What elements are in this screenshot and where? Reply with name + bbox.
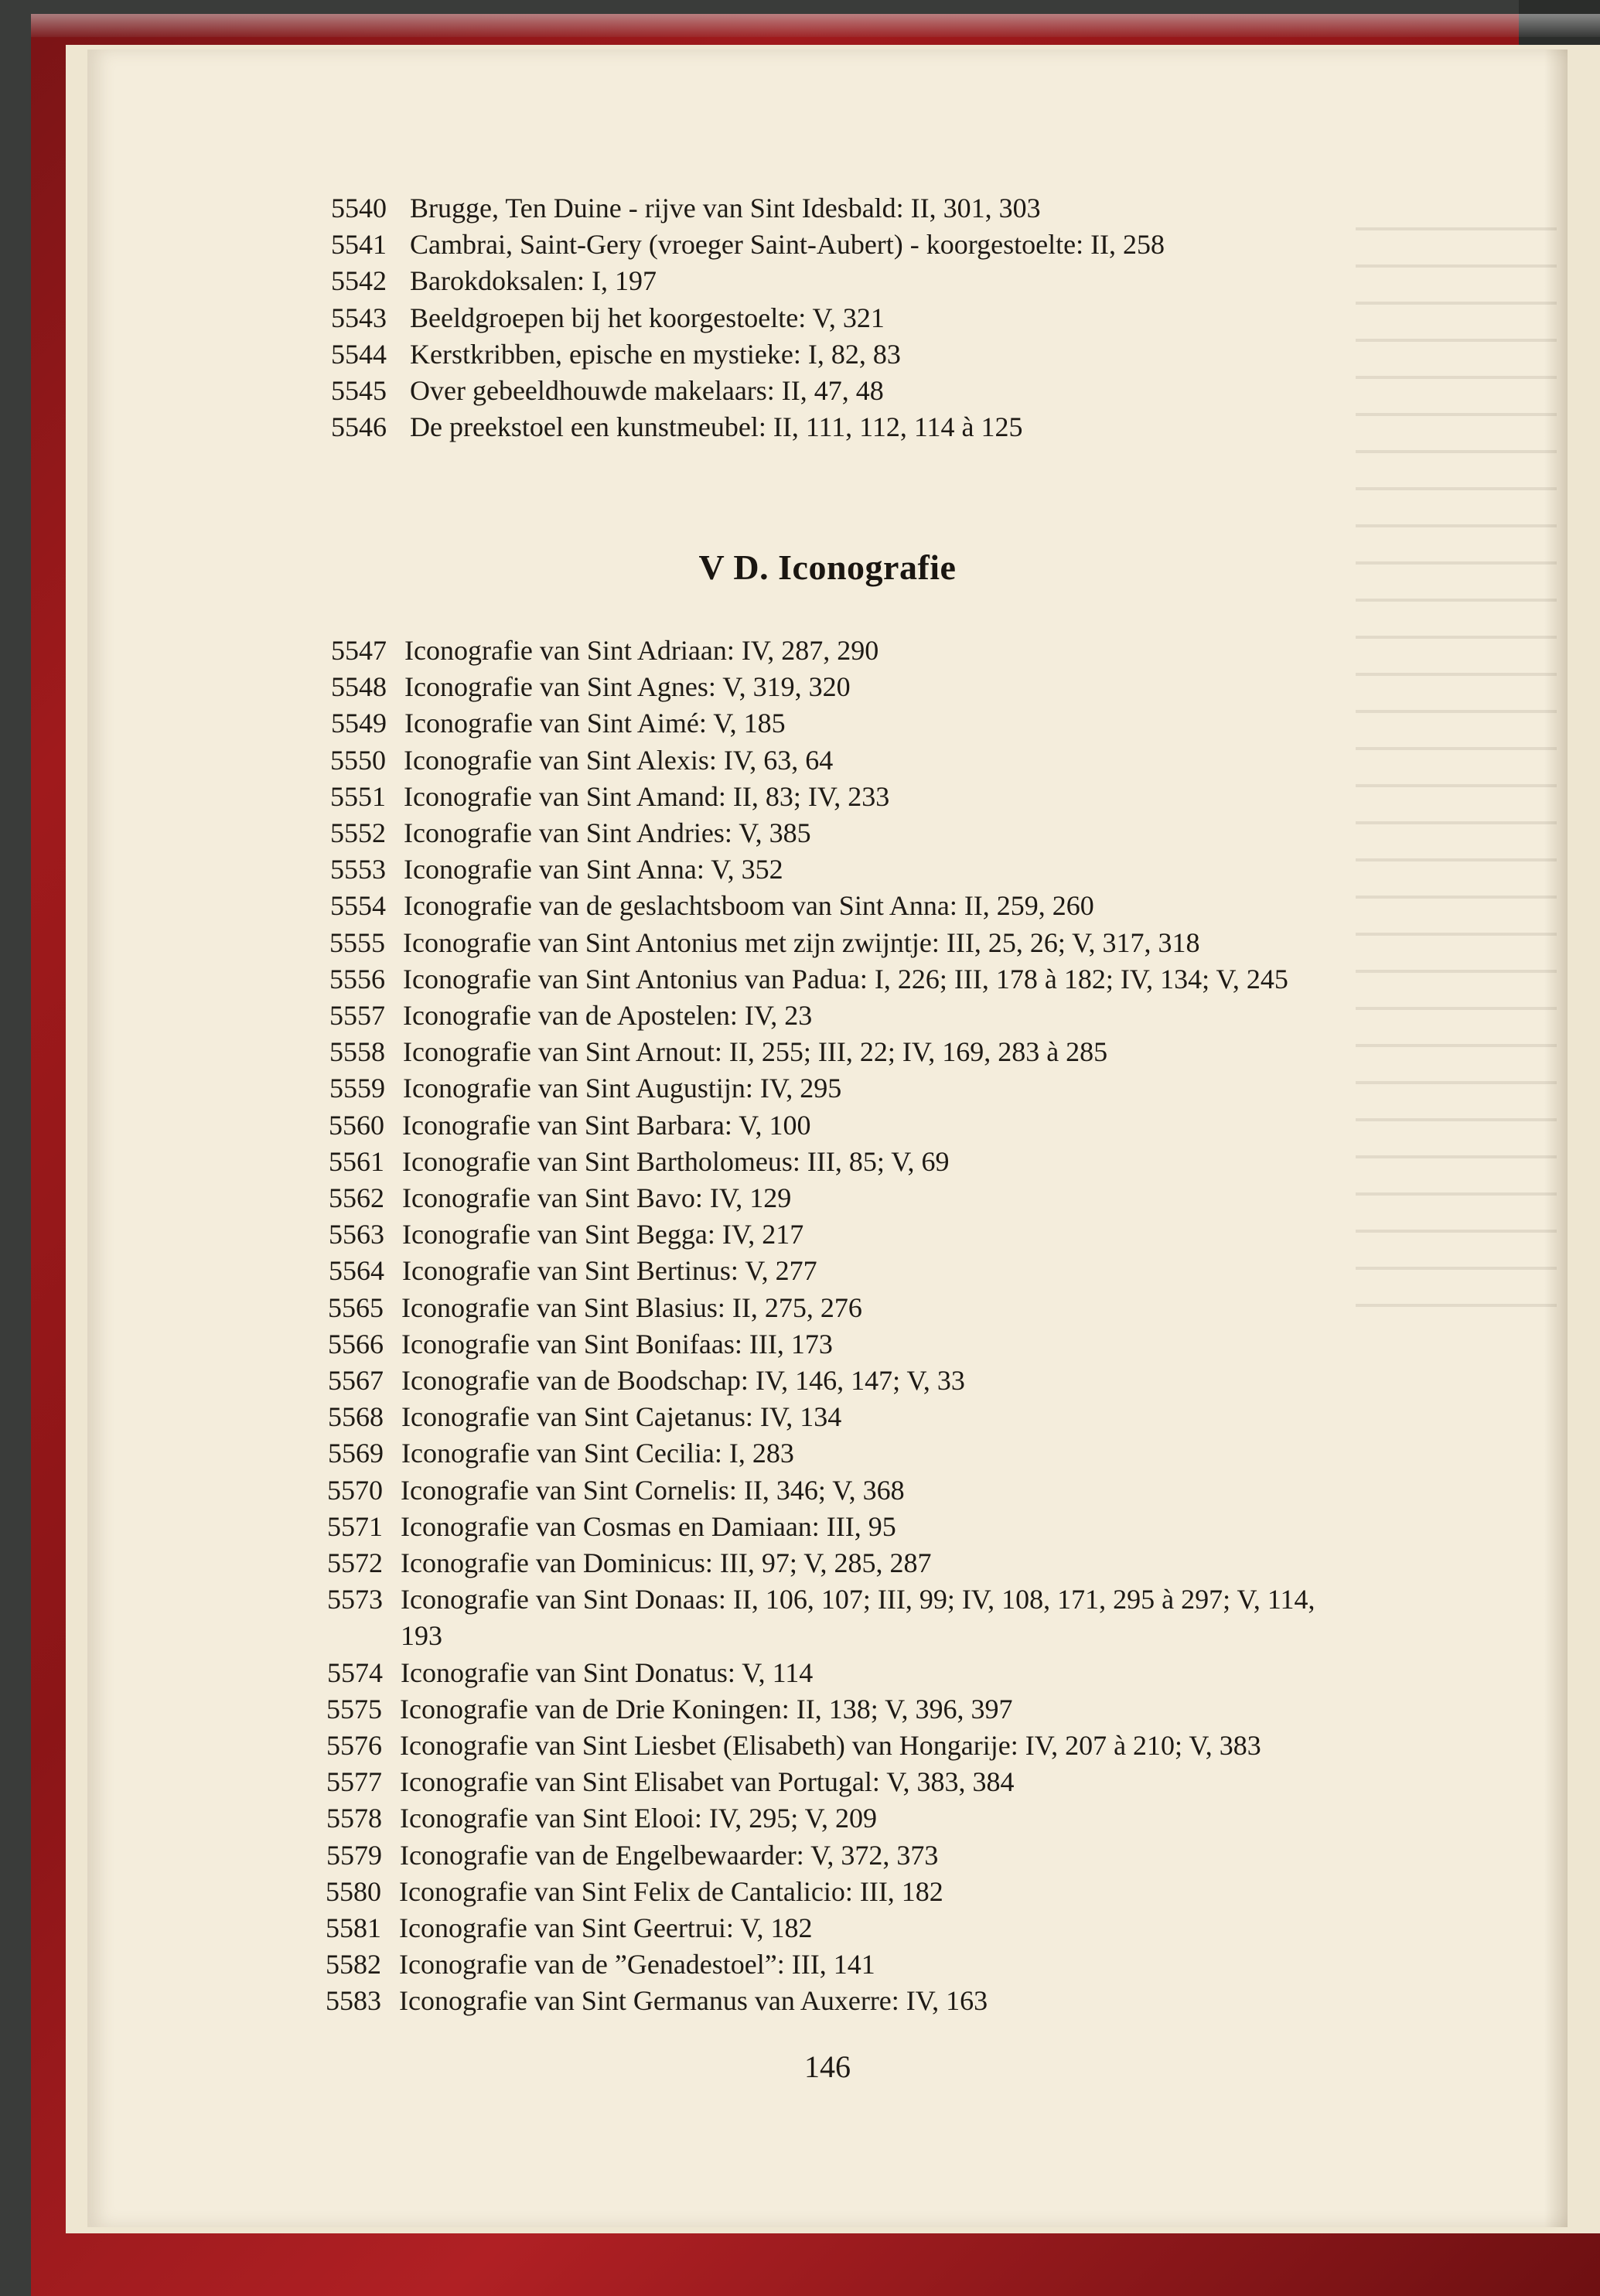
entry-text: Iconografie van Sint Donatus: V, 114	[401, 1656, 814, 1688]
index-entry	[87, 225, 1568, 264]
entry-text: Cambrai, Saint-Gery (vroeger Saint-Aubert) - koorgestoelte: II, 258	[410, 229, 1165, 261]
entry-number: 5571	[327, 1510, 383, 1542]
entry-number: 5577	[326, 1766, 382, 1798]
entry-number: 5572	[327, 1547, 383, 1578]
entry-number: 5552	[330, 817, 386, 848]
index-entry	[87, 1325, 1568, 1363]
entry-number: 5554	[330, 890, 386, 922]
index-entry	[87, 996, 1568, 1035]
entry-number: 5582	[326, 1949, 381, 1980]
entry-number: 5543	[331, 302, 387, 333]
entry-text: Iconografie van Sint Liesbet (Elisabeth) van Hongarije: IV, 207 à 210; V, 383	[400, 1730, 1261, 1761]
entry-number: 5546	[331, 411, 387, 443]
entry-number: 5581	[326, 1912, 381, 1943]
index-entry	[87, 960, 1568, 998]
entry-text: Iconografie van de geslachtsboom van Sint Anna: II, 259, 260	[404, 890, 1094, 922]
index-entry	[87, 1251, 1568, 1290]
entry-number: 5578	[326, 1803, 382, 1834]
entry-number: 5553	[330, 854, 386, 885]
index-entry	[87, 1909, 1568, 1947]
entry-text: Iconografie van de Drie Koningen: II, 138; V, 396, 397	[400, 1693, 1013, 1725]
section-heading: V D. Iconografie	[698, 548, 957, 587]
entry-number: 5551	[330, 780, 386, 812]
page-number: 146	[804, 2049, 851, 2084]
index-entry	[87, 1215, 1568, 1254]
entry-text: Iconografie van Sint Felix de Cantalicio: III, 182	[399, 1875, 943, 1907]
index-entry	[87, 1836, 1568, 1875]
index-entry	[87, 371, 1568, 410]
index-entry	[87, 1945, 1568, 1984]
entry-text: Iconografie van Sint Bertinus: V, 277	[402, 1255, 817, 1287]
entry-number: 5574	[327, 1656, 383, 1688]
index-entry	[87, 1872, 1568, 1911]
entry-text: Iconografie van Sint Cornelis: II, 346; V, 368	[401, 1474, 905, 1506]
entry-text: Iconografie van Sint Amand: II, 83; IV, 233	[404, 780, 890, 812]
entry-number: 5564	[329, 1255, 384, 1287]
entry-text: Iconografie van Sint Elisabet van Portugal: V, 383, 384	[400, 1766, 1015, 1798]
index-entry	[87, 923, 1568, 962]
index-entry	[87, 1507, 1568, 1546]
entry-number: 5558	[329, 1036, 385, 1068]
entry-text: Brugge, Ten Duine - rijve van Sint Idesbald: II, 301, 303	[410, 193, 1041, 223]
entry-text: Iconografie van Sint Adriaan: IV, 287, 290	[404, 635, 879, 666]
index-entry	[87, 667, 1568, 706]
entry-number: 5563	[329, 1219, 384, 1250]
entry-text: Iconografie van Sint Antonius met zijn zwijntje: III, 25, 26; V, 317, 318	[403, 926, 1200, 958]
plastic-sleeve	[31, 14, 1600, 37]
index-entry	[87, 1690, 1568, 1728]
index-entry	[87, 777, 1568, 816]
index-entry	[87, 814, 1568, 852]
entry-number: 5570	[327, 1474, 383, 1506]
entry-number: 5547	[331, 635, 387, 666]
index-entry	[87, 1762, 1568, 1801]
index-entry	[87, 631, 1568, 670]
entry-text: Iconografie van Sint Cecilia: I, 283	[401, 1438, 794, 1469]
entry-text: Iconografie van Sint Bartholomeus: III, 85; V, 69	[402, 1145, 950, 1177]
index-entry	[87, 335, 1568, 374]
entry-number: 5580	[326, 1875, 381, 1907]
entry-text: Iconografie van de Boodschap: IV, 146, 147; V, 33	[401, 1365, 965, 1396]
entry-text: Iconografie van Sint Arnout: II, 255; III, 22; IV, 169, 283 à 285	[403, 1036, 1108, 1068]
entry-number: 5579	[326, 1839, 382, 1871]
entry-number: 5549	[331, 708, 387, 739]
entry-number: 5560	[329, 1109, 384, 1141]
entry-number: 5568	[328, 1401, 384, 1433]
entry-text: De preekstoel een kunstmeubel: II, 111, 112, 114 à 125	[410, 411, 1023, 443]
entry-number: 5567	[328, 1365, 384, 1396]
entry-text: Iconografie van de Engelbewaarder: V, 372, 373	[400, 1839, 939, 1871]
entry-text: Iconografie van Sint Bonifaas: III, 173	[401, 1328, 833, 1360]
index-entry	[87, 1799, 1568, 1837]
entry-number: 5555	[329, 926, 385, 958]
index-entry	[87, 189, 1568, 227]
index-entry	[87, 1981, 1568, 2020]
index-entry	[87, 1032, 1568, 1071]
index-entry	[87, 299, 1568, 337]
index-entry	[87, 1106, 1568, 1145]
index-entry	[87, 1288, 1568, 1327]
entry-number: 5544	[331, 338, 387, 370]
entry-text: Iconografie van Sint Agnes: V, 319, 320	[404, 671, 851, 703]
index-entry	[87, 1069, 1568, 1107]
entry-number: 5575	[326, 1693, 382, 1725]
entry-text-continuation: 193	[401, 1620, 442, 1652]
index-entry	[87, 1471, 1568, 1510]
entry-text: Iconografie van Sint Cajetanus: IV, 134	[401, 1401, 842, 1433]
index-entry	[87, 1361, 1568, 1400]
entry-number: 5540	[331, 193, 387, 223]
entry-number: 5545	[331, 375, 387, 406]
entry-text: Iconografie van Sint Alexis: IV, 63, 64	[404, 744, 834, 776]
index-entry	[87, 1397, 1568, 1436]
entry-text: Iconografie van Sint Elooi: IV, 295; V, 209	[400, 1803, 877, 1834]
entry-number: 5561	[329, 1145, 384, 1177]
entry-text: Iconografie van Sint Augustijn: IV, 295	[403, 1073, 842, 1104]
entry-text: Iconografie van Sint Begga: IV, 217	[402, 1219, 804, 1250]
entry-text: Barokdoksalen: I, 197	[410, 265, 657, 297]
entry-text: Kerstkribben, epische en mystieke: I, 82, 83	[410, 338, 901, 370]
entry-text: Beeldgroepen bij het koorgestoelte: V, 321	[410, 302, 885, 333]
entry-text: Iconografie van Sint Anna: V, 352	[404, 854, 783, 885]
index-entry	[87, 1580, 1568, 1652]
entry-text: Iconografie van Sint Andries: V, 385	[404, 817, 811, 848]
entry-number: 5556	[329, 963, 385, 994]
index-entry	[87, 1142, 1568, 1181]
entry-text: Iconografie van Sint Barbara: V, 100	[402, 1109, 811, 1141]
entry-text: Iconografie van Sint Blasius: II, 275, 276	[401, 1291, 862, 1323]
entry-number: 5541	[331, 229, 387, 261]
entry-number: 5573	[327, 1584, 383, 1615]
entry-text: Iconografie van Sint Germanus van Auxerre: IV, 163	[399, 1985, 988, 2017]
entry-text: Iconografie van Sint Aimé: V, 185	[404, 708, 786, 739]
index-entry	[87, 1434, 1568, 1472]
index-entry	[87, 1653, 1568, 1692]
index-entry	[87, 408, 1568, 446]
entry-number: 5542	[331, 265, 387, 297]
entry-text: Iconografie van Sint Antonius van Padua: I, 226; III, 178 à 182; IV, 134; V, 245	[403, 963, 1288, 994]
entry-number: 5569	[328, 1438, 384, 1469]
index-entry	[87, 1726, 1568, 1765]
index-entry	[87, 1179, 1568, 1217]
entry-text: Iconografie van Sint Donaas: II, 106, 107; III, 99; IV, 108, 171, 295 à 297; V, 114,	[401, 1584, 1315, 1615]
index-entry	[87, 741, 1568, 780]
entry-text: Iconografie van Dominicus: III, 97; V, 285, 287	[401, 1547, 932, 1578]
entry-number: 5548	[331, 671, 387, 703]
entry-text: Over gebeeldhouwde makelaars: II, 47, 48	[410, 375, 884, 406]
entry-text: Iconografie van Cosmas en Damiaan: III, 95	[401, 1510, 896, 1542]
entry-text: Iconografie van de Apostelen: IV, 23	[403, 1000, 813, 1031]
entry-number: 5562	[329, 1182, 384, 1213]
entry-number: 5557	[329, 1000, 385, 1031]
entry-number: 5550	[330, 744, 386, 776]
index-entry	[87, 886, 1568, 925]
entry-number: 5576	[326, 1730, 382, 1761]
entry-number: 5566	[328, 1328, 384, 1360]
entry-number: 5565	[328, 1291, 384, 1323]
entry-text: Iconografie van de ”Genadestoel”: III, 141	[399, 1949, 875, 1980]
book-page	[87, 49, 1568, 2227]
entry-number: 5559	[329, 1073, 385, 1104]
index-entry	[87, 261, 1568, 300]
index-entry	[87, 704, 1568, 742]
entry-number: 5583	[326, 1985, 381, 2017]
entry-text: Iconografie van Sint Geertrui: V, 182	[399, 1912, 813, 1943]
index-entry	[87, 1544, 1568, 1582]
index-entry	[87, 850, 1568, 889]
entry-text: Iconografie van Sint Bavo: IV, 129	[402, 1182, 792, 1213]
